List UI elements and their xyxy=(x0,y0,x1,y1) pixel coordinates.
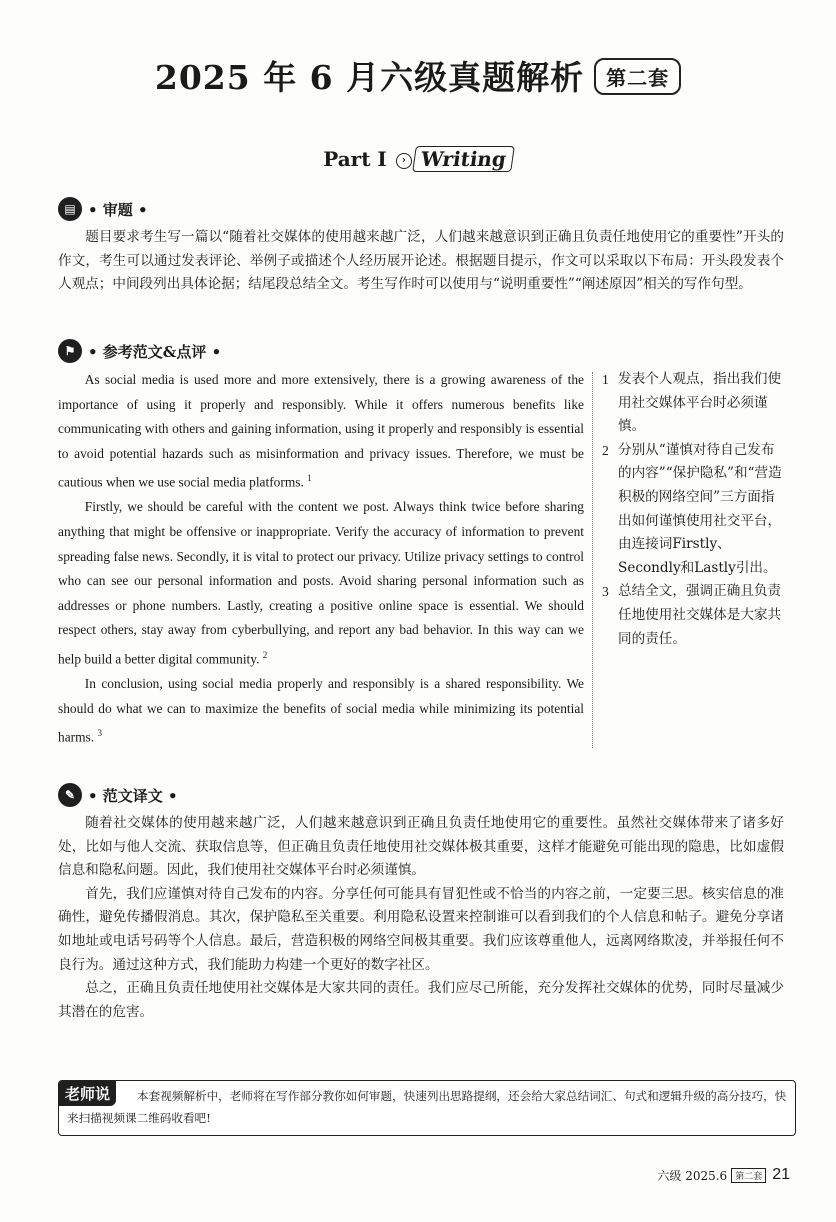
note-number: 2 xyxy=(602,442,609,458)
page-title xyxy=(0,52,836,99)
note-item xyxy=(602,439,788,581)
section-heading-yiwen xyxy=(58,782,178,808)
essay-paragraph xyxy=(58,368,584,495)
essay-paragraph xyxy=(58,495,584,672)
note-item xyxy=(602,368,788,439)
model-essay xyxy=(58,368,584,750)
note-item xyxy=(602,580,788,651)
flag-icon: ⚑ xyxy=(58,339,82,363)
dotted-divider xyxy=(592,372,593,748)
section-heading-text: • 审题 • xyxy=(88,200,148,219)
essay-text: In conclusion, using social media properly and responsibly is a shared responsibility. We should do what we can to maximize the benefits of social media while minimizing its potential harms. xyxy=(58,676,584,745)
footer-badge: 第二套 xyxy=(731,1168,766,1183)
shenti-paragraph: 题目要求考生写一篇以“随着社交媒体的使用越来越广泛，人们越来越意识到正确且负责任地使用它的重要性”开头的作文，考生可以通过发表评论、举例子或描述个人经历展开论述。根据题目提示，作文可以采取以下布局：开头段发表个人观点；中间段列出具体论据；结尾段总结全文。考生写作时可以使用与“说明重要性”“阐述原因”相关的写作句型。 xyxy=(58,229,784,293)
translation-text xyxy=(58,812,784,1024)
shenti-text xyxy=(58,226,784,297)
set-badge: 第二套 xyxy=(594,58,681,95)
section-heading-text: • 参考范文&点评 • xyxy=(88,342,222,361)
page-number: 21 xyxy=(772,1166,790,1183)
note-marker: 2 xyxy=(262,650,268,660)
part-box: Writing xyxy=(412,146,515,172)
title-text: 2025 年 6 月六级真题解析 xyxy=(154,58,585,97)
arrow-circle-icon: › xyxy=(396,153,412,169)
section-heading-text: • 范文译文 • xyxy=(88,786,178,805)
translation-paragraph: 首先，我们应谨慎对待自己发布的内容。分享任何可能具有冒犯性或不恰当的内容之前，一定要三思。核实信息的准确性，避免传播假消息。其次，保护隐私至关重要。利用隐私设置来控制谁可以看到我们的个人信息和帖子。避免分享诸如地址或电话号码等个人信息。最后，营造积极的网络空间极其重要。我们应该尊重他人，远离网络欺凌，并举报任何不良行为。通过这种方式，我们能助力构建一个更好的数字社区。 xyxy=(58,885,784,973)
note-text: 发表个人观点，指出我们使用社交媒体平台时必须谨慎。 xyxy=(618,371,782,435)
part-label: Part I xyxy=(323,147,387,171)
note-text: 分别从“谨慎对待自己发布的内容”“保护隐私”和“营造积极的网络空间”三方面指出如何谨慎使用社交平台，由连接词Firstly、Secondly和Lastly引出。 xyxy=(618,441,782,576)
translation-paragraph: 总之，正确且负责任地使用社交媒体是大家共同的责任。我们应尽己所能，充分发挥社交媒体的优势，同时尽量减少其潜在的危害。 xyxy=(58,980,784,1020)
essay-text: As social media is used more and more extensively, there is a growing awareness of the importance of using it properly and responsibly. While it offers numerous benefits like communicating with others and gaining information, using it properly and responsibly is essential to avoid potential hazards such as misinformation and privacy issues. Therefore, we must be cautious when we use social media platforms. xyxy=(58,372,584,490)
essay-paragraph xyxy=(58,672,584,750)
note-number: 1 xyxy=(602,372,609,387)
note-text: 总结全文，强调正确且负责任地使用社交媒体是大家共同的责任。 xyxy=(618,583,782,647)
teacher-tip-text: 本套视频解析中，老师将在写作部分教你如何审题，快速列出思路提纲，还会给大家总结词汇、句式和逻辑升级的高分技巧，快来扫描视频课二维码收看吧! xyxy=(67,1089,787,1125)
section-heading-fanwen xyxy=(58,338,221,364)
section-heading-shenti xyxy=(58,196,148,222)
teacher-tag: 老师说 xyxy=(59,1081,116,1106)
page-footer xyxy=(657,1166,790,1184)
note-number: 3 xyxy=(602,584,609,600)
teacher-tip-box xyxy=(58,1080,796,1136)
pen-icon: ✎ xyxy=(58,783,82,807)
essay-text: Firstly, we should be careful with the content we post. Always think twice before sharing anything that might be offensive or inappropriate. Verify the accuracy of information to prevent spreading false news. Secondly, it is vital to protect our privacy. Utilize privacy settings to control who can see our personal information and posts. Avoid sharing personal information such as addresses or phone numbers. Lastly, creating a positive online space is essential. We should respect others, stay away from cyberbullying, and report any bad behavior. In this way can we help build a better digital community. xyxy=(58,499,584,667)
part-heading xyxy=(0,146,836,172)
notebook-icon: ▤ xyxy=(58,197,82,221)
note-marker: 1 xyxy=(307,473,312,484)
translation-paragraph: 随着社交媒体的使用越来越广泛，人们越来越意识到正确且负责任地使用它的重要性。虽然社交媒体带来了诸多好处，比如与他人交流、获取信息等，但正确且负责任地使用社交媒体极其重要，这样才能避免可能出现的隐患，比如虚假信息和隐私问题。因此，我们使用社交媒体平台时必须谨慎。 xyxy=(58,815,784,879)
footer-issue: 六级 2025.6 xyxy=(657,1168,728,1183)
commentary-notes xyxy=(602,368,788,651)
note-marker: 3 xyxy=(97,728,102,739)
